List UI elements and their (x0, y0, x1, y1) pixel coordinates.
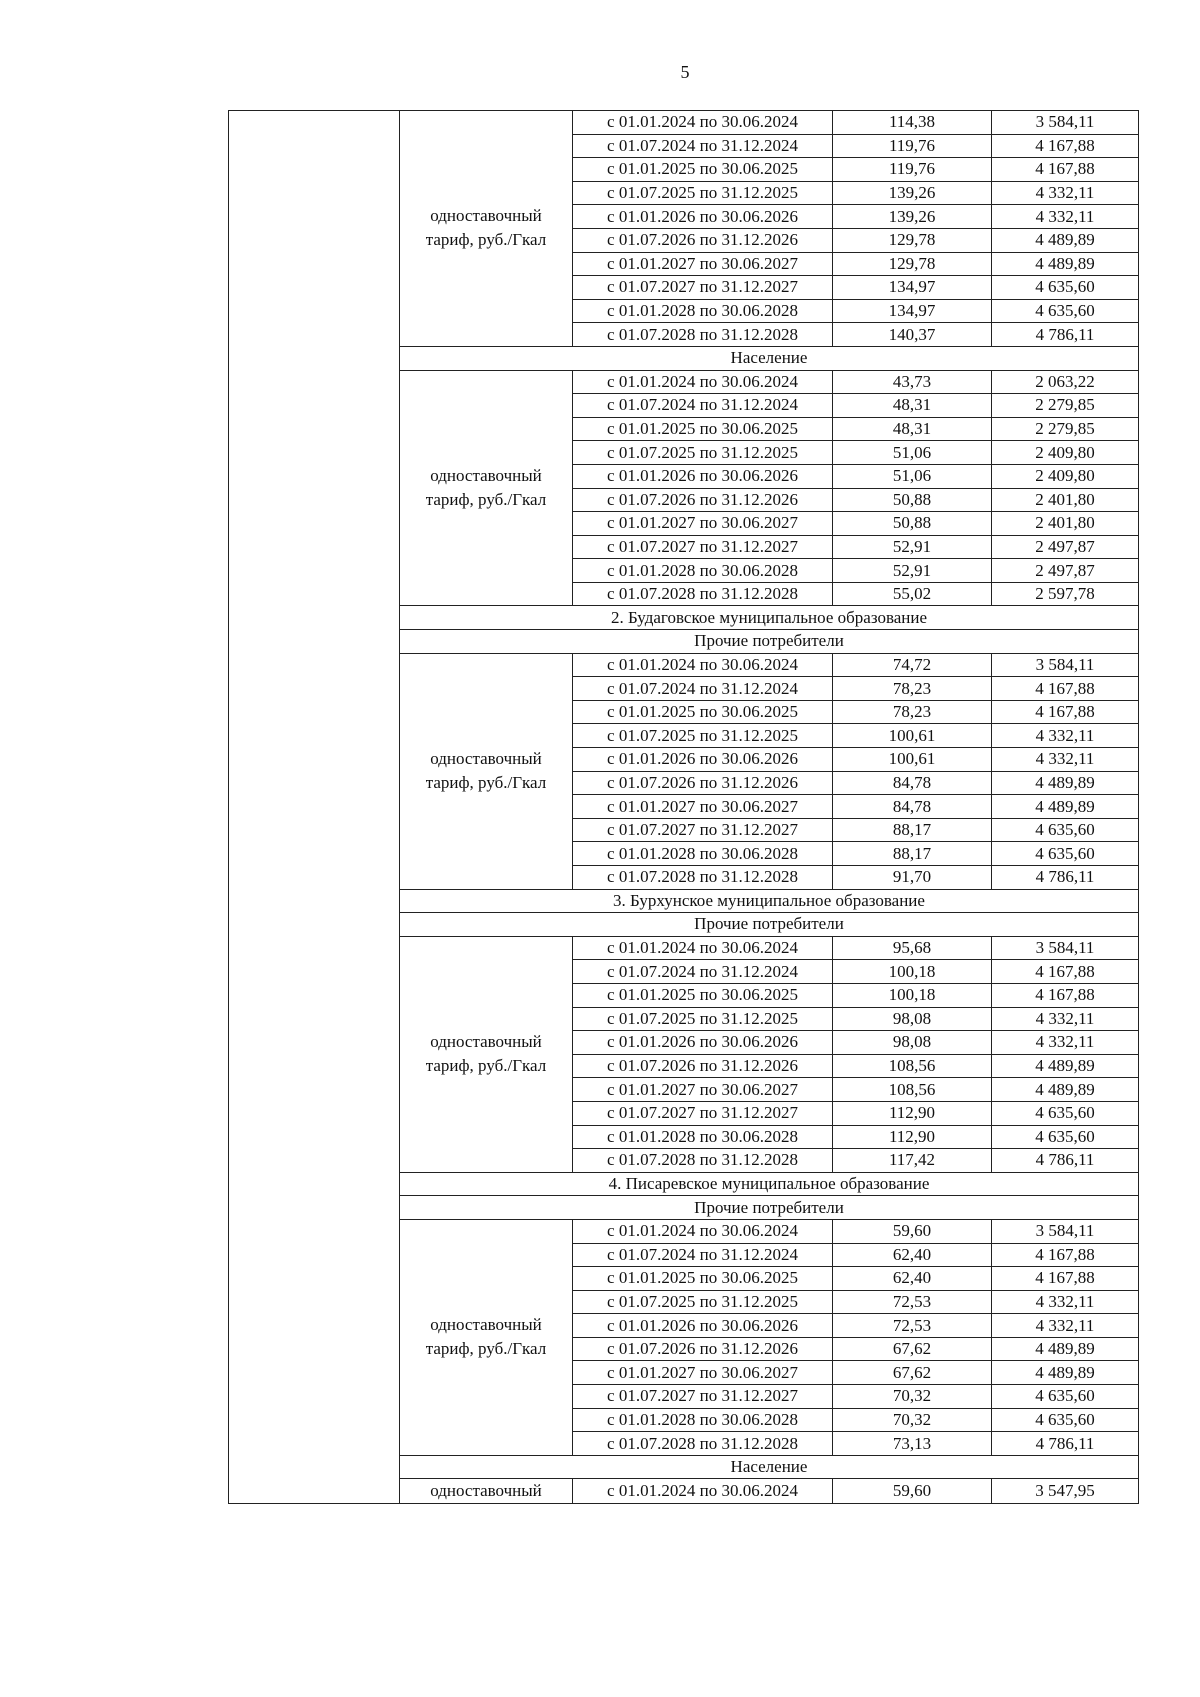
tariff-value-cell: 4 332,11 (992, 724, 1139, 748)
tariff-value-cell: 119,76 (833, 134, 992, 158)
tariff-value-cell: 2 279,85 (992, 417, 1139, 441)
tariff-value-cell: 59,60 (833, 1219, 992, 1243)
tariff-type-line1: одноставочный (430, 1032, 542, 1052)
period-cell: с 01.01.2024 по 30.06.2024 (573, 1479, 833, 1504)
tariff-type-cell (400, 653, 573, 889)
tariff-value-cell: 67,62 (833, 1337, 992, 1361)
tariff-value-cell: 4 332,11 (992, 1314, 1139, 1338)
tariff-value-cell: 119,76 (833, 158, 992, 182)
tariff-value-cell: 4 786,11 (992, 1149, 1139, 1173)
tariff-value-cell: 3 547,95 (992, 1479, 1139, 1504)
tariff-value-cell: 129,78 (833, 228, 992, 252)
period-cell: с 01.01.2028 по 30.06.2028 (573, 559, 833, 583)
tariff-value-cell: 2 497,87 (992, 559, 1139, 583)
period-cell: с 01.01.2024 по 30.06.2024 (573, 936, 833, 960)
blank-first-column (229, 111, 400, 1504)
tariff-value-cell: 4 332,11 (992, 1290, 1139, 1314)
tariff-value-cell: 4 332,11 (992, 1007, 1139, 1031)
period-cell: с 01.01.2025 по 30.06.2025 (573, 1267, 833, 1291)
tariff-value-cell: 70,32 (833, 1408, 992, 1432)
tariff-type-cell (400, 370, 573, 606)
tariff-value-cell: 4 786,11 (992, 323, 1139, 347)
tariff-value-cell: 4 489,89 (992, 771, 1139, 795)
tariff-type-line2: тариф, руб./Гкал (425, 773, 547, 793)
tariff-value-cell: 2 597,78 (992, 582, 1139, 606)
tariff-type-line1: одноставочный (430, 206, 542, 226)
period-cell: с 01.07.2026 по 31.12.2026 (573, 228, 833, 252)
period-cell: с 01.01.2025 по 30.06.2025 (573, 700, 833, 724)
tariff-value-cell: 3 584,11 (992, 653, 1139, 677)
municipality-heading: 3. Бурхунское муниципальное образование (400, 889, 1139, 913)
tariff-value-cell: 88,17 (833, 818, 992, 842)
tariff-type-cell (400, 1479, 573, 1504)
period-cell: с 01.07.2028 по 31.12.2028 (573, 323, 833, 347)
tariff-value-cell: 78,23 (833, 700, 992, 724)
tariff-value-cell: 112,90 (833, 1101, 992, 1125)
tariff-value-cell: 84,78 (833, 795, 992, 819)
period-cell: с 01.01.2024 по 30.06.2024 (573, 370, 833, 394)
tariff-value-cell: 4 786,11 (992, 1432, 1139, 1456)
period-cell: с 01.07.2027 по 31.12.2027 (573, 535, 833, 559)
tariff-type-line1: одноставочный (430, 466, 542, 485)
tariff-value-cell: 4 489,89 (992, 1078, 1139, 1102)
tariff-type-line2: тариф, руб./Гкал (425, 230, 547, 250)
tariff-value-cell: 4 167,88 (992, 1267, 1139, 1291)
period-cell: с 01.01.2027 по 30.06.2027 (573, 252, 833, 276)
period-cell: с 01.07.2025 по 31.12.2025 (573, 1290, 833, 1314)
tariff-value-cell: 2 401,80 (992, 488, 1139, 512)
tariff-value-cell: 62,40 (833, 1267, 992, 1291)
period-cell: с 01.07.2024 по 31.12.2024 (573, 960, 833, 984)
tariff-value-cell: 48,31 (833, 417, 992, 441)
period-cell: с 01.01.2026 по 30.06.2026 (573, 1031, 833, 1055)
period-cell: с 01.07.2027 по 31.12.2027 (573, 276, 833, 300)
tariff-value-cell: 50,88 (833, 488, 992, 512)
tariff-type-label: одноставочный (430, 1481, 542, 1501)
period-cell: с 01.07.2025 по 31.12.2025 (573, 724, 833, 748)
tariff-value-cell: 70,32 (833, 1385, 992, 1409)
tariff-value-cell: 4 167,88 (992, 1243, 1139, 1267)
tariff-value-cell: 100,61 (833, 724, 992, 748)
tariff-value-cell: 84,78 (833, 771, 992, 795)
consumer-group-heading: Население (400, 346, 1139, 370)
tariff-value-cell: 51,06 (833, 464, 992, 488)
period-cell: с 01.01.2025 по 30.06.2025 (573, 417, 833, 441)
tariff-value-cell: 4 332,11 (992, 205, 1139, 229)
tariff-value-cell: 50,88 (833, 512, 992, 536)
page-number: 5 (680, 62, 690, 82)
tariff-type-line1: одноставочный (430, 1315, 542, 1335)
tariff-type-cell (400, 936, 573, 1172)
tariff-value-cell: 2 497,87 (992, 535, 1139, 559)
consumer-group-heading: Прочие потребители (400, 630, 1139, 654)
tariff-value-cell: 67,62 (833, 1361, 992, 1385)
period-cell: с 01.01.2027 по 30.06.2027 (573, 795, 833, 819)
tariff-value-cell: 3 584,11 (992, 111, 1139, 135)
tariff-type-line1: одноставочный (430, 749, 542, 769)
tariff-value-cell: 134,97 (833, 276, 992, 300)
tariff-value-cell: 52,91 (833, 559, 992, 583)
period-cell: с 01.07.2025 по 31.12.2025 (573, 181, 833, 205)
tariff-value-cell: 4 489,89 (992, 1337, 1139, 1361)
tariff-value-cell: 4 635,60 (992, 299, 1139, 323)
tariff-value-cell: 100,61 (833, 748, 992, 772)
tariff-value-cell: 62,40 (833, 1243, 992, 1267)
tariff-value-cell: 112,90 (833, 1125, 992, 1149)
tariff-value-cell: 108,56 (833, 1054, 992, 1078)
tariff-value-cell: 139,26 (833, 181, 992, 205)
period-cell: с 01.01.2026 по 30.06.2026 (573, 1314, 833, 1338)
tariff-value-cell: 74,72 (833, 653, 992, 677)
period-cell: с 01.01.2027 по 30.06.2027 (573, 1078, 833, 1102)
period-cell: с 01.07.2028 по 31.12.2028 (573, 1432, 833, 1456)
tariff-value-cell: 78,23 (833, 677, 992, 701)
tariff-type-line2: тариф, руб./Гкал (425, 1339, 547, 1359)
consumer-group-heading: Прочие потребители (400, 1196, 1139, 1220)
tariff-value-cell: 3 584,11 (992, 936, 1139, 960)
period-cell: с 01.01.2027 по 30.06.2027 (573, 512, 833, 536)
tariff-value-cell: 2 409,80 (992, 464, 1139, 488)
tariff-value-cell: 140,37 (833, 323, 992, 347)
tariff-value-cell: 55,02 (833, 582, 992, 606)
period-cell: с 01.01.2025 по 30.06.2025 (573, 158, 833, 182)
period-cell: с 01.01.2024 по 30.06.2024 (573, 111, 833, 135)
tariff-value-cell: 4 489,89 (992, 252, 1139, 276)
period-cell: с 01.07.2025 по 31.12.2025 (573, 441, 833, 465)
period-cell: с 01.07.2028 по 31.12.2028 (573, 1149, 833, 1173)
period-cell: с 01.07.2024 по 31.12.2024 (573, 1243, 833, 1267)
tariff-value-cell: 4 635,60 (992, 276, 1139, 300)
tariff-value-cell: 100,18 (833, 983, 992, 1007)
tariff-value-cell: 4 167,88 (992, 134, 1139, 158)
period-cell: с 01.07.2025 по 31.12.2025 (573, 1007, 833, 1031)
period-cell: с 01.01.2028 по 30.06.2028 (573, 842, 833, 866)
tariff-value-cell: 4 332,11 (992, 181, 1139, 205)
tariff-value-cell: 4 167,88 (992, 158, 1139, 182)
period-cell: с 01.07.2027 по 31.12.2027 (573, 1385, 833, 1409)
period-cell: с 01.01.2028 по 30.06.2028 (573, 299, 833, 323)
tariff-type-cell (400, 111, 573, 347)
period-cell: с 01.01.2028 по 30.06.2028 (573, 1408, 833, 1432)
tariff-value-cell: 139,26 (833, 205, 992, 229)
period-cell: с 01.07.2024 по 31.12.2024 (573, 394, 833, 418)
period-cell: с 01.01.2026 по 30.06.2026 (573, 748, 833, 772)
tariff-value-cell: 4 635,60 (992, 1408, 1139, 1432)
tariff-value-cell: 59,60 (833, 1479, 992, 1504)
tariff-value-cell: 52,91 (833, 535, 992, 559)
tariff-value-cell: 98,08 (833, 1031, 992, 1055)
tariff-value-cell: 2 409,80 (992, 441, 1139, 465)
tariff-value-cell: 4 635,60 (992, 842, 1139, 866)
tariff-value-cell: 73,13 (833, 1432, 992, 1456)
tariff-value-cell: 117,42 (833, 1149, 992, 1173)
tariff-value-cell: 98,08 (833, 1007, 992, 1031)
tariff-value-cell: 114,38 (833, 111, 992, 135)
period-cell: с 01.07.2024 по 31.12.2024 (573, 677, 833, 701)
tariff-value-cell: 72,53 (833, 1314, 992, 1338)
tariff-table-body (229, 111, 1139, 1504)
period-cell: с 01.07.2026 по 31.12.2026 (573, 488, 833, 512)
tariff-value-cell: 4 489,89 (992, 228, 1139, 252)
consumer-group-heading: Население (400, 1455, 1139, 1479)
tariff-value-cell: 48,31 (833, 394, 992, 418)
period-cell: с 01.01.2026 по 30.06.2026 (573, 205, 833, 229)
period-cell: с 01.07.2026 по 31.12.2026 (573, 1054, 833, 1078)
municipality-heading: 2. Будаговское муниципальное образование (400, 606, 1139, 630)
tariff-value-cell: 88,17 (833, 842, 992, 866)
tariff-row (229, 111, 1139, 135)
period-cell: с 01.01.2026 по 30.06.2026 (573, 464, 833, 488)
period-cell: с 01.07.2028 по 31.12.2028 (573, 582, 833, 606)
period-cell: с 01.01.2027 по 30.06.2027 (573, 1361, 833, 1385)
period-cell: с 01.07.2027 по 31.12.2027 (573, 1101, 833, 1125)
tariff-value-cell: 134,97 (833, 299, 992, 323)
tariff-value-cell: 108,56 (833, 1078, 992, 1102)
period-cell: с 01.07.2026 по 31.12.2026 (573, 771, 833, 795)
tariff-value-cell: 2 279,85 (992, 394, 1139, 418)
tariff-value-cell: 4 786,11 (992, 866, 1139, 890)
tariff-type-line2: тариф, руб./Гкал (425, 1056, 547, 1076)
period-cell: с 01.07.2027 по 31.12.2027 (573, 818, 833, 842)
period-cell: с 01.01.2024 по 30.06.2024 (573, 653, 833, 677)
tariff-value-cell: 4 167,88 (992, 677, 1139, 701)
tariff-value-cell: 91,70 (833, 866, 992, 890)
tariff-value-cell: 2 401,80 (992, 512, 1139, 536)
tariff-value-cell: 51,06 (833, 441, 992, 465)
tariff-value-cell: 129,78 (833, 252, 992, 276)
period-cell: с 01.01.2028 по 30.06.2028 (573, 1125, 833, 1149)
period-cell: с 01.07.2024 по 31.12.2024 (573, 134, 833, 158)
municipality-heading: 4. Писаревское муниципальное образование (400, 1172, 1139, 1196)
period-cell: с 01.07.2026 по 31.12.2026 (573, 1337, 833, 1361)
tariff-type-line2: тариф, руб./Гкал (425, 490, 547, 509)
consumer-group-heading: Прочие потребители (400, 913, 1139, 937)
tariff-value-cell: 4 635,60 (992, 818, 1139, 842)
tariff-value-cell: 2 063,22 (992, 370, 1139, 394)
tariff-value-cell: 4 332,11 (992, 748, 1139, 772)
tariff-value-cell: 4 489,89 (992, 795, 1139, 819)
tariff-type-cell (400, 1219, 573, 1455)
tariff-value-cell: 4 489,89 (992, 1361, 1139, 1385)
tariff-value-cell: 100,18 (833, 960, 992, 984)
tariff-value-cell: 4 167,88 (992, 983, 1139, 1007)
tariff-value-cell: 4 167,88 (992, 700, 1139, 724)
tariff-table (228, 110, 1139, 1504)
tariff-value-cell: 95,68 (833, 936, 992, 960)
tariff-value-cell: 43,73 (833, 370, 992, 394)
tariff-value-cell: 4 635,60 (992, 1385, 1139, 1409)
tariff-value-cell: 4 332,11 (992, 1031, 1139, 1055)
period-cell: с 01.01.2024 по 30.06.2024 (573, 1219, 833, 1243)
tariff-value-cell: 4 489,89 (992, 1054, 1139, 1078)
tariff-value-cell: 72,53 (833, 1290, 992, 1314)
tariff-value-cell: 4 167,88 (992, 960, 1139, 984)
period-cell: с 01.07.2028 по 31.12.2028 (573, 866, 833, 890)
tariff-value-cell: 3 584,11 (992, 1219, 1139, 1243)
tariff-value-cell: 4 635,60 (992, 1125, 1139, 1149)
tariff-value-cell: 4 635,60 (992, 1101, 1139, 1125)
period-cell: с 01.01.2025 по 30.06.2025 (573, 983, 833, 1007)
